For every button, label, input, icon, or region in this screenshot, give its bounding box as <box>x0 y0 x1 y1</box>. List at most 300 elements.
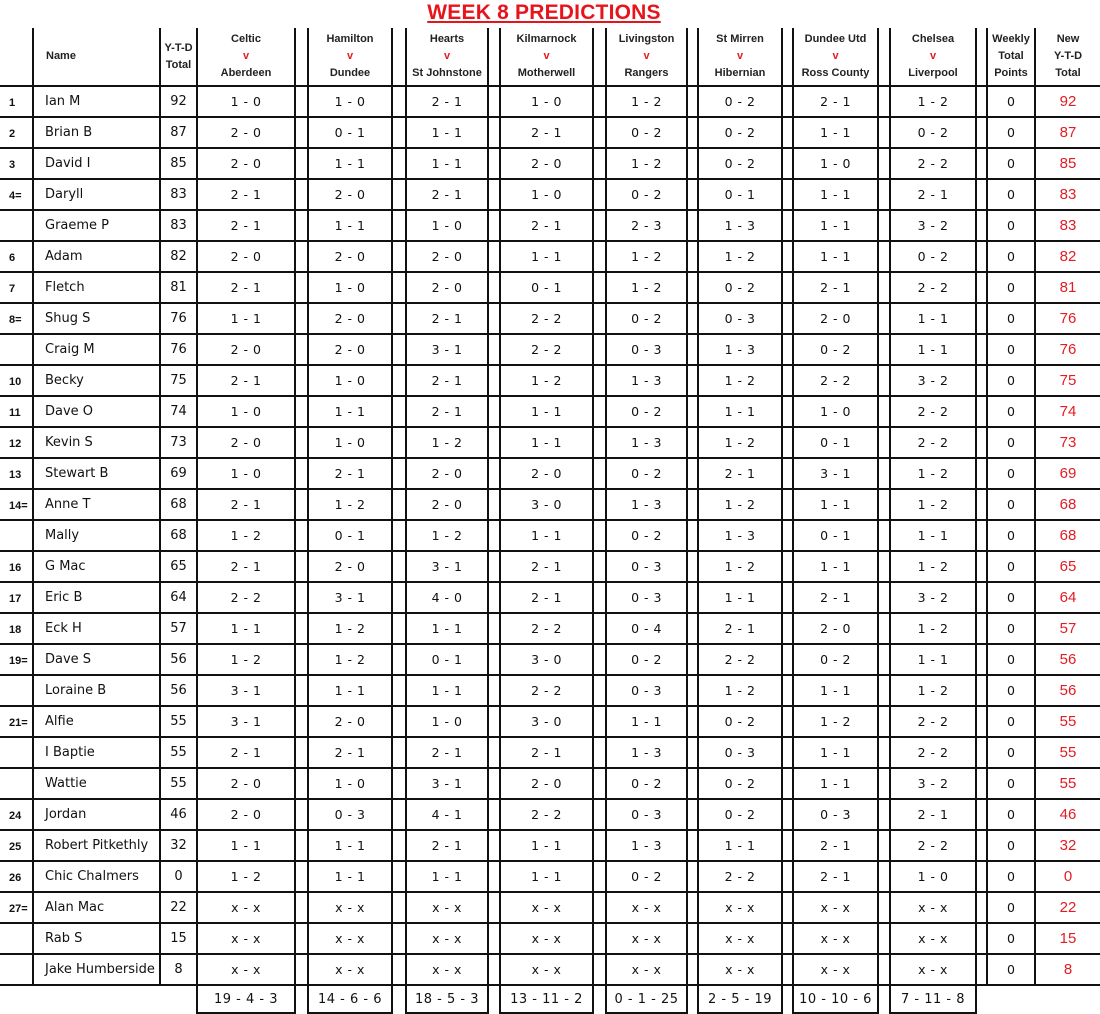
table-row <box>0 768 1100 799</box>
player-name: Alfie <box>33 706 160 737</box>
player-name: Adam <box>33 241 160 272</box>
ytd-total: 56 <box>160 675 197 706</box>
prediction-cell: 2 - 1 <box>500 117 593 148</box>
column-gap <box>878 799 890 830</box>
table-row <box>0 892 1100 923</box>
prediction-cell: x - x <box>890 954 976 985</box>
new-ytd-total: 55 <box>1035 706 1100 737</box>
column-gap <box>878 489 890 520</box>
column-gap <box>878 985 890 1013</box>
column-gap <box>878 551 890 582</box>
column-gap <box>295 334 308 365</box>
prediction-cell: 2 - 2 <box>197 582 295 613</box>
prediction-cell: 0 - 2 <box>890 117 976 148</box>
column-gap <box>976 551 987 582</box>
prediction-cell: 1 - 2 <box>308 613 392 644</box>
new-ytd-total: 69 <box>1035 458 1100 489</box>
rank-cell: 25 <box>0 830 33 861</box>
rank-cell: 19= <box>0 644 33 675</box>
away-team: Hibernian <box>714 67 766 79</box>
prediction-cell: 0 - 1 <box>698 179 782 210</box>
player-name: Alan Mac <box>33 892 160 923</box>
column-gap <box>593 892 606 923</box>
column-gap <box>488 799 500 830</box>
new-ytd-total: 8 <box>1035 954 1100 985</box>
prediction-cell: 2 - 1 <box>890 799 976 830</box>
column-gap <box>976 830 987 861</box>
column-gap <box>295 768 308 799</box>
new-ytd-total: 76 <box>1035 334 1100 365</box>
prediction-cell: 0 - 2 <box>606 117 687 148</box>
player-name: Anne T <box>33 489 160 520</box>
prediction-cell: 2 - 1 <box>406 179 488 210</box>
prediction-cell: 1 - 2 <box>890 458 976 489</box>
column-gap <box>295 28 308 86</box>
weekly-points: 0 <box>987 179 1035 210</box>
column-gap <box>392 830 406 861</box>
prediction-cell: 2 - 1 <box>500 582 593 613</box>
home-team: Hearts <box>429 33 465 45</box>
prediction-cell: 1 - 2 <box>197 861 295 892</box>
away-team: Motherwell <box>517 67 576 79</box>
column-gap <box>392 303 406 334</box>
column-gap <box>488 985 500 1013</box>
column-gap <box>295 985 308 1013</box>
column-gap <box>687 799 698 830</box>
column-gap <box>593 86 606 117</box>
versus-label: v <box>832 50 839 62</box>
column-gap <box>687 241 698 272</box>
column-gap <box>687 861 698 892</box>
prediction-cell: 1 - 0 <box>793 148 878 179</box>
column-gap <box>488 458 500 489</box>
column-gap <box>295 551 308 582</box>
prediction-cell: 0 - 2 <box>606 768 687 799</box>
predictions-table <box>0 28 1100 1014</box>
new-ytd-total: 32 <box>1035 830 1100 861</box>
fixture-totals: 18 - 5 - 3 <box>406 985 488 1013</box>
column-gap <box>782 489 793 520</box>
prediction-cell: 2 - 2 <box>500 303 593 334</box>
name-header: Name <box>33 28 160 86</box>
new-ytd-total: 65 <box>1035 551 1100 582</box>
totals-spacer <box>1035 985 1100 1013</box>
column-gap <box>976 768 987 799</box>
totals-spacer <box>0 985 197 1013</box>
prediction-cell: x - x <box>606 954 687 985</box>
prediction-cell: 2 - 0 <box>793 613 878 644</box>
fixture-header-3 <box>406 28 488 86</box>
prediction-cell: 0 - 3 <box>793 799 878 830</box>
new-ytd-total: 83 <box>1035 210 1100 241</box>
player-name: Fletch <box>33 272 160 303</box>
rank-cell: 27= <box>0 892 33 923</box>
weekly-points: 0 <box>987 799 1035 830</box>
column-gap <box>687 830 698 861</box>
column-gap <box>976 179 987 210</box>
column-gap <box>782 954 793 985</box>
prediction-cell: 2 - 0 <box>197 799 295 830</box>
column-gap <box>392 365 406 396</box>
column-gap <box>488 551 500 582</box>
prediction-cell: 1 - 1 <box>500 861 593 892</box>
header-row <box>0 28 1100 86</box>
prediction-cell: 1 - 1 <box>698 396 782 427</box>
prediction-cell: x - x <box>793 954 878 985</box>
column-gap <box>687 117 698 148</box>
column-gap <box>392 737 406 768</box>
ytd-total: 83 <box>160 179 197 210</box>
column-gap <box>976 799 987 830</box>
column-gap <box>687 148 698 179</box>
column-gap <box>593 768 606 799</box>
prediction-cell: 0 - 2 <box>698 768 782 799</box>
prediction-cell: 1 - 1 <box>406 117 488 148</box>
column-gap <box>295 427 308 458</box>
prediction-cell: x - x <box>197 954 295 985</box>
prediction-cell: 1 - 1 <box>793 675 878 706</box>
column-gap <box>878 954 890 985</box>
player-name: Loraine B <box>33 675 160 706</box>
prediction-cell: 2 - 2 <box>890 427 976 458</box>
fixture-header-1 <box>197 28 295 86</box>
column-gap <box>295 954 308 985</box>
column-gap <box>593 458 606 489</box>
ytd-total: 64 <box>160 582 197 613</box>
rank-cell: 3 <box>0 148 33 179</box>
column-gap <box>488 334 500 365</box>
player-name: Stewart B <box>33 458 160 489</box>
prediction-cell: 1 - 1 <box>698 830 782 861</box>
prediction-cell: x - x <box>606 892 687 923</box>
player-name: Wattie <box>33 768 160 799</box>
prediction-cell: x - x <box>698 892 782 923</box>
column-gap <box>687 458 698 489</box>
versus-label: v <box>242 50 250 62</box>
column-gap <box>976 489 987 520</box>
column-gap <box>295 272 308 303</box>
table-row <box>0 272 1100 303</box>
page-title-wrap <box>0 0 1100 24</box>
table-row <box>0 551 1100 582</box>
column-gap <box>593 644 606 675</box>
new-ytd-total: 57 <box>1035 613 1100 644</box>
ytd-total: 87 <box>160 117 197 148</box>
column-gap <box>976 520 987 551</box>
prediction-cell: 1 - 2 <box>606 241 687 272</box>
prediction-cell: 1 - 1 <box>890 334 976 365</box>
prediction-cell: 0 - 4 <box>606 613 687 644</box>
column-gap <box>878 179 890 210</box>
column-gap <box>392 427 406 458</box>
column-gap <box>488 954 500 985</box>
column-gap <box>593 737 606 768</box>
prediction-cell: 2 - 2 <box>793 365 878 396</box>
prediction-cell: 1 - 0 <box>500 86 593 117</box>
prediction-cell: 1 - 0 <box>197 86 295 117</box>
column-gap <box>976 892 987 923</box>
rank-cell: 7 <box>0 272 33 303</box>
rank-cell: 8= <box>0 303 33 334</box>
column-gap <box>976 334 987 365</box>
home-team: Celtic <box>231 33 261 45</box>
new-ytd-total: 46 <box>1035 799 1100 830</box>
column-gap <box>392 551 406 582</box>
column-gap <box>878 148 890 179</box>
ytd-total: 55 <box>160 737 197 768</box>
new-ytd-total: 81 <box>1035 272 1100 303</box>
column-gap <box>392 210 406 241</box>
prediction-cell: 0 - 2 <box>606 179 687 210</box>
weekly-points: 0 <box>987 892 1035 923</box>
column-gap <box>593 427 606 458</box>
column-gap <box>878 241 890 272</box>
rank-cell <box>0 923 33 954</box>
player-name: Daryll <box>33 179 160 210</box>
column-gap <box>878 644 890 675</box>
rank-cell: 13 <box>0 458 33 489</box>
column-gap <box>782 28 793 86</box>
new-ytd-total: 55 <box>1035 737 1100 768</box>
fixture-header-8 <box>890 28 976 86</box>
column-gap <box>488 892 500 923</box>
prediction-cell: 2 - 0 <box>500 768 593 799</box>
table-row <box>0 365 1100 396</box>
column-gap <box>392 861 406 892</box>
player-name: Jake Humberside <box>33 954 160 985</box>
prediction-cell: 1 - 1 <box>890 644 976 675</box>
column-gap <box>593 954 606 985</box>
player-name: Craig M <box>33 334 160 365</box>
prediction-cell: 2 - 0 <box>308 551 392 582</box>
prediction-cell: 2 - 1 <box>406 737 488 768</box>
prediction-cell: 2 - 0 <box>308 706 392 737</box>
prediction-cell: 1 - 2 <box>698 427 782 458</box>
totals-spacer <box>987 985 1035 1013</box>
prediction-cell: 3 - 2 <box>890 365 976 396</box>
prediction-cell: 1 - 0 <box>308 365 392 396</box>
column-gap <box>295 737 308 768</box>
prediction-cell: 0 - 3 <box>698 303 782 334</box>
weekly-points: 0 <box>987 706 1035 737</box>
weekly-points: 0 <box>987 427 1035 458</box>
prediction-cell: 1 - 1 <box>308 675 392 706</box>
fixture-totals: 0 - 1 - 25 <box>606 985 687 1013</box>
prediction-cell: 0 - 1 <box>793 520 878 551</box>
prediction-cell: 1 - 3 <box>606 489 687 520</box>
column-gap <box>976 117 987 148</box>
weekly-points: 0 <box>987 148 1035 179</box>
new-ytd-total: 15 <box>1035 923 1100 954</box>
prediction-cell: 0 - 2 <box>606 458 687 489</box>
column-gap <box>488 148 500 179</box>
prediction-cell: 2 - 1 <box>890 179 976 210</box>
column-gap <box>976 86 987 117</box>
column-gap <box>687 396 698 427</box>
column-gap <box>488 830 500 861</box>
prediction-cell: 2 - 1 <box>197 210 295 241</box>
table-row <box>0 489 1100 520</box>
player-name: G Mac <box>33 551 160 582</box>
prediction-cell: 1 - 1 <box>308 210 392 241</box>
prediction-cell: 0 - 2 <box>698 799 782 830</box>
table-row <box>0 396 1100 427</box>
column-gap <box>687 985 698 1013</box>
new-ytd-total: 56 <box>1035 675 1100 706</box>
prediction-cell: 0 - 2 <box>606 303 687 334</box>
prediction-cell: x - x <box>197 923 295 954</box>
column-gap <box>782 613 793 644</box>
weekly-points: 0 <box>987 737 1035 768</box>
table-row <box>0 427 1100 458</box>
column-gap <box>488 861 500 892</box>
column-gap <box>976 613 987 644</box>
new-ytd-total: 68 <box>1035 489 1100 520</box>
weekly-points: 0 <box>987 489 1035 520</box>
fixture-header-5 <box>606 28 687 86</box>
player-name: Robert Pitkethly <box>33 830 160 861</box>
column-gap <box>782 861 793 892</box>
prediction-cell: 2 - 0 <box>197 768 295 799</box>
home-team: St Mirren <box>716 33 764 45</box>
prediction-cell: 1 - 0 <box>197 396 295 427</box>
player-name: Ian M <box>33 86 160 117</box>
column-gap <box>878 520 890 551</box>
ytd-total: 76 <box>160 334 197 365</box>
page-title: WEEK 8 PREDICTIONS <box>427 1 661 24</box>
player-name: Dave S <box>33 644 160 675</box>
prediction-cell: 1 - 1 <box>793 768 878 799</box>
column-gap <box>782 551 793 582</box>
column-gap <box>878 768 890 799</box>
column-gap <box>976 28 987 86</box>
prediction-cell: x - x <box>698 923 782 954</box>
column-gap <box>687 892 698 923</box>
player-name: Eric B <box>33 582 160 613</box>
column-gap <box>687 551 698 582</box>
prediction-cell: 0 - 2 <box>698 117 782 148</box>
column-gap <box>782 644 793 675</box>
column-gap <box>687 520 698 551</box>
fixture-totals: 13 - 11 - 2 <box>500 985 593 1013</box>
weekly-points: 0 <box>987 861 1035 892</box>
column-gap <box>593 799 606 830</box>
rank-cell: 26 <box>0 861 33 892</box>
ytd-total: 8 <box>160 954 197 985</box>
weekly-points: 0 <box>987 830 1035 861</box>
column-gap <box>488 427 500 458</box>
column-gap <box>392 86 406 117</box>
rank-cell: 12 <box>0 427 33 458</box>
prediction-cell: 4 - 0 <box>406 582 488 613</box>
new-ytd-total: 73 <box>1035 427 1100 458</box>
prediction-cell: 1 - 2 <box>890 489 976 520</box>
column-gap <box>878 117 890 148</box>
prediction-cell: 3 - 0 <box>500 706 593 737</box>
column-gap <box>392 28 406 86</box>
column-gap <box>295 303 308 334</box>
column-gap <box>593 582 606 613</box>
column-gap <box>976 675 987 706</box>
column-gap <box>878 427 890 458</box>
column-gap <box>878 613 890 644</box>
weekly-points: 0 <box>987 582 1035 613</box>
prediction-cell: 3 - 1 <box>406 768 488 799</box>
column-gap <box>976 272 987 303</box>
column-gap <box>976 148 987 179</box>
column-gap <box>593 551 606 582</box>
column-gap <box>687 210 698 241</box>
home-team: Kilmarnock <box>516 33 577 45</box>
weekly-points: 0 <box>987 613 1035 644</box>
column-gap <box>295 520 308 551</box>
prediction-cell: 2 - 2 <box>890 830 976 861</box>
rank-cell <box>0 675 33 706</box>
column-gap <box>782 520 793 551</box>
column-gap <box>593 272 606 303</box>
prediction-cell: 1 - 1 <box>406 861 488 892</box>
column-gap <box>782 830 793 861</box>
column-gap <box>295 489 308 520</box>
column-gap <box>593 241 606 272</box>
weekly-points: 0 <box>987 272 1035 303</box>
column-gap <box>976 365 987 396</box>
column-gap <box>878 210 890 241</box>
column-gap <box>392 613 406 644</box>
prediction-cell: 1 - 3 <box>698 520 782 551</box>
weekly-points: 0 <box>987 117 1035 148</box>
column-gap <box>488 737 500 768</box>
prediction-cell: 3 - 1 <box>406 334 488 365</box>
prediction-cell: 1 - 1 <box>606 706 687 737</box>
weekly-points: 0 <box>987 954 1035 985</box>
prediction-cell: 2 - 1 <box>197 365 295 396</box>
new-ytd-total: 64 <box>1035 582 1100 613</box>
prediction-cell: 2 - 0 <box>406 272 488 303</box>
prediction-cell: 3 - 1 <box>197 706 295 737</box>
prediction-cell: 2 - 1 <box>793 86 878 117</box>
column-gap <box>687 675 698 706</box>
prediction-cell: 2 - 0 <box>308 241 392 272</box>
prediction-cell: x - x <box>500 892 593 923</box>
prediction-cell: 1 - 0 <box>308 427 392 458</box>
prediction-cell: 0 - 3 <box>606 799 687 830</box>
column-gap <box>488 675 500 706</box>
rank-cell <box>0 954 33 985</box>
predictions-body <box>0 86 1100 1013</box>
player-name: Shug S <box>33 303 160 334</box>
prediction-cell: 0 - 1 <box>308 520 392 551</box>
column-gap <box>488 28 500 86</box>
rank-cell: 2 <box>0 117 33 148</box>
prediction-cell: 2 - 0 <box>406 241 488 272</box>
prediction-cell: 2 - 1 <box>197 551 295 582</box>
column-gap <box>593 303 606 334</box>
table-row <box>0 923 1100 954</box>
column-gap <box>488 86 500 117</box>
prediction-cell: x - x <box>308 892 392 923</box>
ytd-total: 55 <box>160 706 197 737</box>
column-gap <box>782 892 793 923</box>
ytd-total: 75 <box>160 365 197 396</box>
column-gap <box>295 179 308 210</box>
prediction-cell: x - x <box>308 954 392 985</box>
column-gap <box>878 365 890 396</box>
table-row <box>0 334 1100 365</box>
column-gap <box>687 365 698 396</box>
prediction-cell: 1 - 0 <box>308 768 392 799</box>
rank-cell: 11 <box>0 396 33 427</box>
